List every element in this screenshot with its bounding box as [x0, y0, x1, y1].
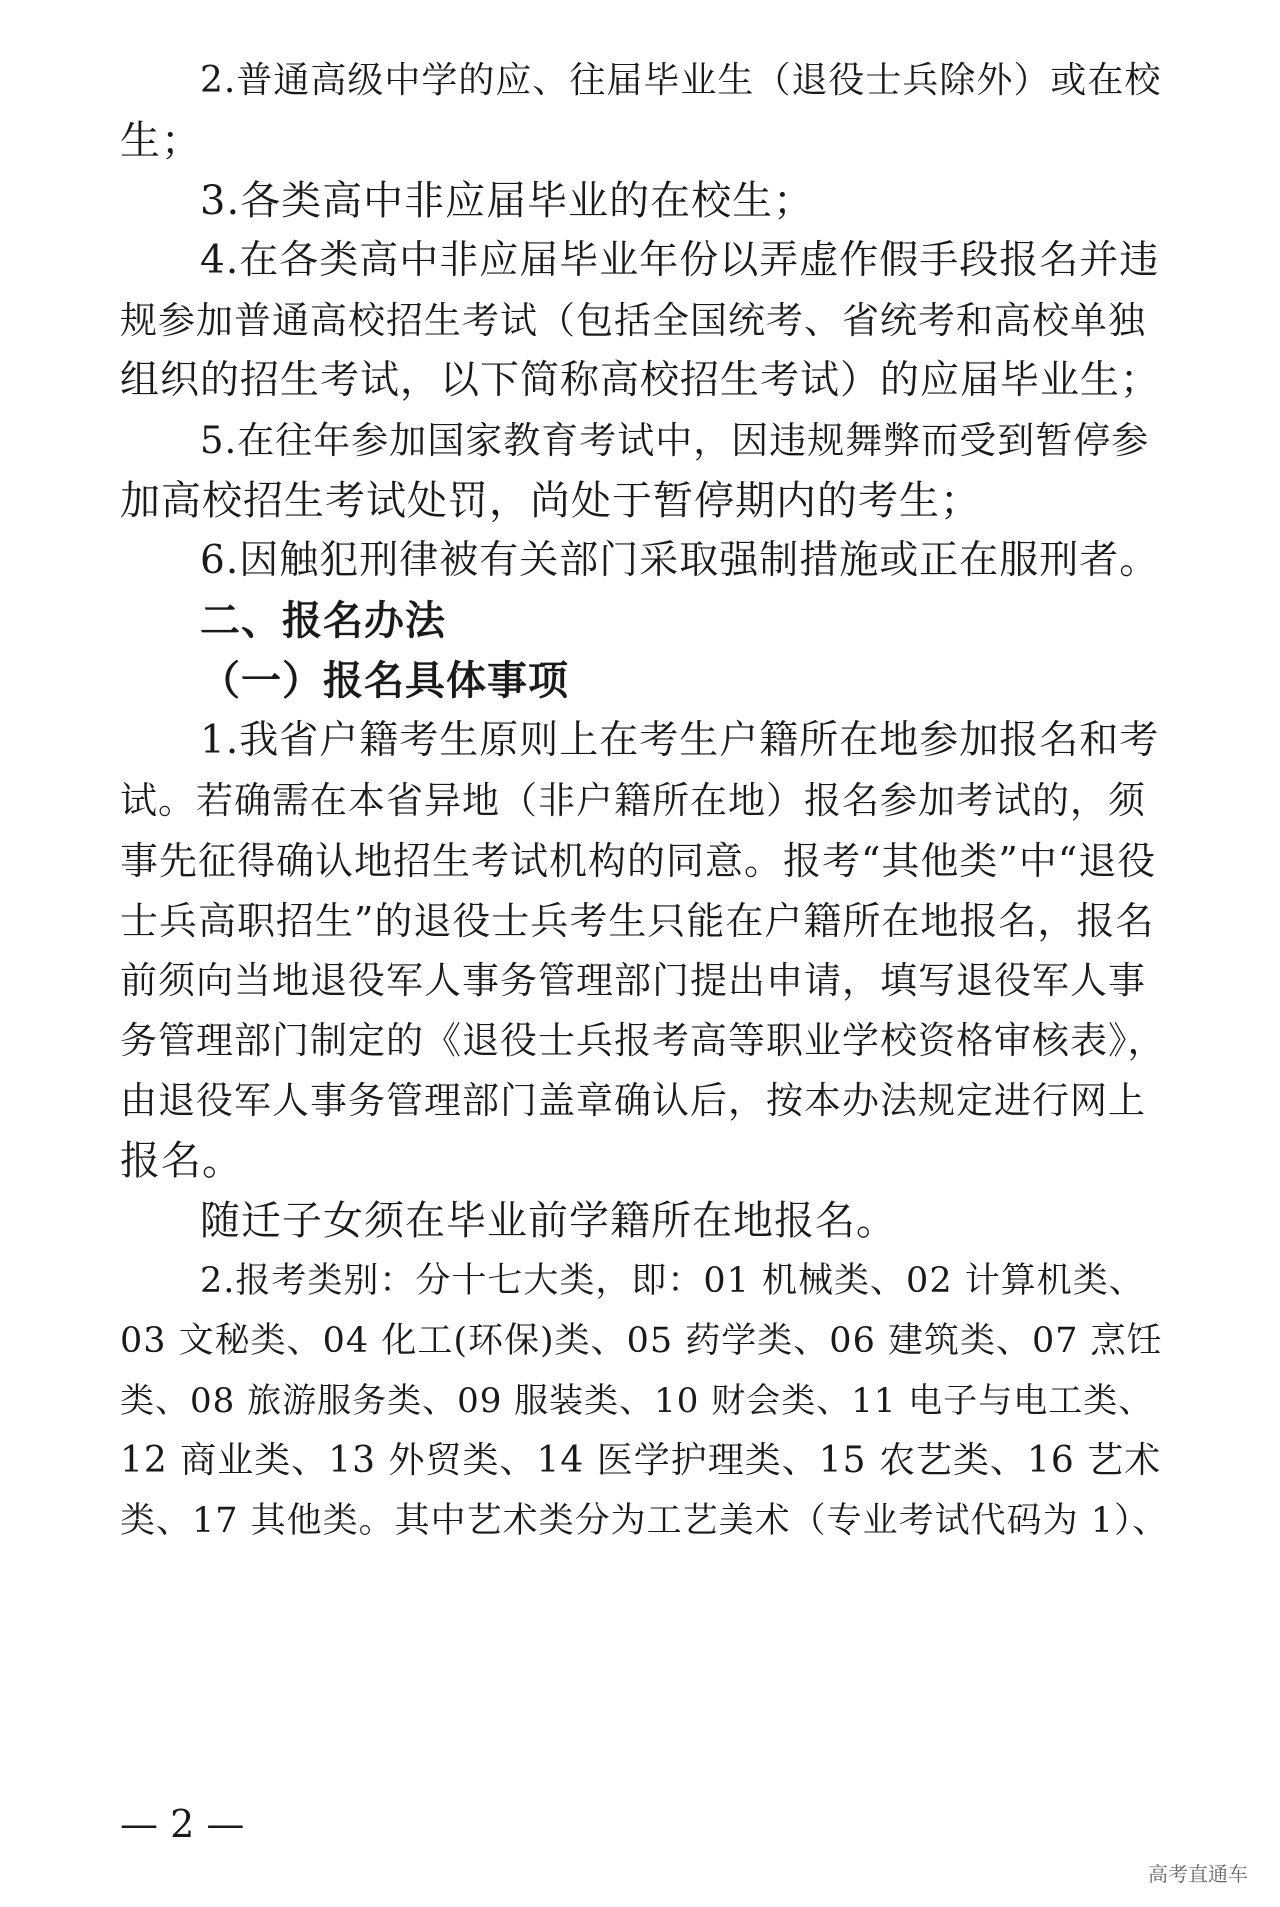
text-line: 类、08 旅游服务类、09 服装类、10 财会类、11 电子与电工类、: [120, 1381, 1154, 1421]
text-line: 6.因触犯刑律被有关部门采取强制措施或正在服刑者。: [200, 538, 1160, 583]
page-number: — 2 —: [120, 1802, 245, 1846]
text-line: 3.各类高中非应届毕业的在校生；: [200, 178, 815, 224]
text-line: 随迁子女须在毕业前学籍所在地报名。: [200, 1198, 897, 1244]
text-line: 报名。: [120, 1138, 243, 1184]
text-line: 规参加普通高校招生考试（包括全国统考、省统考和高校单独: [120, 299, 1146, 342]
text-line: 务管理部门制定的《退役士兵报考高等职业学校资格审核表》，: [120, 1019, 1166, 1062]
section-heading: 二、报名办法: [200, 597, 446, 644]
text-line: 4.在各类高中非应届毕业年份以弄虚作假手段报名并违: [200, 238, 1160, 283]
text-line: 事先征得确认地招生考试机构的同意。报考“其他类”中“退役: [120, 839, 1157, 883]
text-line: 生；: [120, 118, 202, 164]
text-line: 2.普通高级中学的应、往届毕业生（退役士兵除外）或在校: [200, 60, 1162, 101]
text-line: 类、17 其他类。其中艺术类分为工艺美术（专业考试代码为 1）、: [120, 1501, 1169, 1541]
text-line: 5.在往年参加国家教育考试中，因违规舞弊而受到暂停参: [200, 419, 1150, 462]
text-line: 组织的招生考试，以下简称高校招生考试）的应届毕业生；: [120, 358, 1161, 403]
text-line: 由退役军人事务管理部门盖章确认后，按本办法规定进行网上: [120, 1079, 1146, 1122]
watermark: 高考直通车: [1148, 1862, 1248, 1886]
text-line: 03 文秘类、04 化工(环保)类、05 药学类、06 建筑类、07 烹饪: [120, 1321, 1163, 1361]
text-line: 12 商业类、13 外贸类、14 医学护理类、15 农艺类、16 艺术: [120, 1440, 1162, 1481]
text-line: 前须向当地退役军人事务管理部门提出申请，填写退役军人事: [120, 959, 1146, 1002]
subsection-heading: （一）报名具体事项: [200, 657, 569, 704]
text-line: 2.报考类别：分十七大类，即：01 机械类、02 计算机类、: [200, 1261, 1145, 1301]
text-line: 加高校招生考试处罚，尚处于暂停期内的考生；: [120, 478, 981, 524]
text-line: 试。若确需在本省异地（非户籍所在地）报名参加考试的，须: [120, 779, 1146, 822]
text-line: 1.我省户籍考生原则上在考生户籍所在地参加报名和考: [200, 718, 1160, 763]
text-line: 士兵高职招生”的退役士兵考生只能在户籍所在地报名，报名: [120, 899, 1155, 943]
